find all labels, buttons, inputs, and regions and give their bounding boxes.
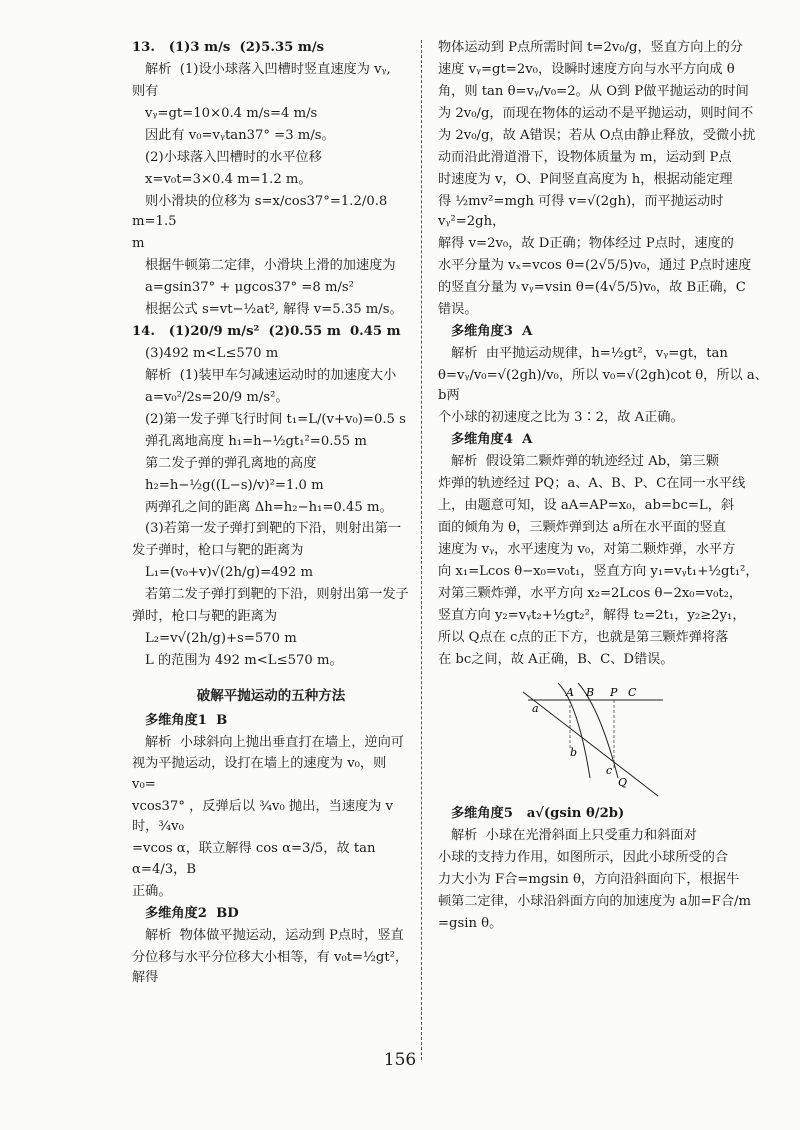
- text-line: (2)小球落入凹槽时的水平位移: [145, 149, 322, 165]
- text-line: 顿第二定律，小球沿斜面方向的加速度为 a加=F合/m: [438, 893, 751, 909]
- text-line: 若第二发子弹打到靶的下沿，则射出第一发子: [145, 587, 409, 603]
- text-line: 上，由题意可知，设 aA=AP=x₀，ab=bc=L，斜: [438, 498, 735, 514]
- text-line: θ=vᵧ/v₀=√(2gh)/v₀，所以 v₀=√(2gh)cot θ，所以 a、b两: [438, 367, 768, 404]
- text-line: 则有: [132, 83, 159, 99]
- right-column-bottom: [438, 804, 772, 934]
- text-line: L 的范围为 492 m<L≤570 m。: [145, 653, 343, 669]
- text-line: 向 x₁=Lcos θ−x₀=v₀t₁，竖直方向 y₁=vᵧt₁+½gt₁²，: [438, 563, 759, 579]
- left-column: [132, 38, 410, 990]
- text-line: 14. (1)20/9 m/s² (2)0.55 m 0.45 m: [132, 323, 401, 339]
- text-line: 为 2v₀/g，而现在物体的运动不是平抛运动，则时间不: [438, 105, 754, 121]
- text-line: a=v₀²/2s=20/9 m/s²。: [145, 389, 289, 405]
- text-line: 速度 vᵧ=gt=2v₀，设瞬时速度方向与水平方向成 θ: [438, 61, 735, 77]
- text-line: vcos37° ，反弹后以 ¾v₀ 抛出，当速度为 v 时，¾v₀: [132, 798, 398, 835]
- text-line: 解析 假设第二颗炸弹的轨迹经过 Ab，第三颗: [451, 454, 719, 470]
- label-A: A: [566, 686, 574, 700]
- text-line: 错误。: [438, 301, 478, 317]
- text-line: 时速度为 v，O、P间竖直高度为 h，根据动能定理: [438, 171, 733, 187]
- incline-line: [523, 692, 658, 796]
- text-line: 为 2v₀/g，故 A错误；若从 O点由静止释放，受微小扰: [438, 127, 756, 143]
- text-line: 角，则 tan θ=vᵧ/v₀=2。从 O到 P做平抛运动的时间: [438, 83, 749, 99]
- text-line: 解得 v=2v₀，故 D正确；物体经过 P点时，速度的: [438, 236, 734, 252]
- text-line: 根据公式 s=vt−½at², 解得 v=5.35 m/s。: [145, 301, 403, 317]
- text-line: 力大小为 F合=mgsin θ，方向沿斜面向下，根据牛: [438, 872, 740, 887]
- text-line: 炸弹的轨迹经过 PQ；a、A、B、P、C在同一水平线: [438, 476, 746, 492]
- text-line: 物体运动到 P点所需时间 t=2v₀/g，竖直方向上的分: [438, 40, 743, 55]
- text-line: 则小滑块的位移为 s=x/cos37°=1.2/0.8 m=1.5: [132, 193, 392, 230]
- text-line: 解析 小球在光滑斜面上只受重力和斜面对: [451, 828, 697, 844]
- text-line: 多维角度5 a√(gsin θ/2b): [451, 806, 625, 822]
- text-line: 水平分量为 vₓ=vcos θ=(2√5/5)v₀，通过 P点时速度: [438, 258, 752, 274]
- label-P: P: [610, 686, 618, 700]
- text-line: (3)492 m<L≤570 m: [145, 345, 279, 361]
- text-line: 破解平抛运动的五种方法: [196, 687, 346, 704]
- label-Q: Q: [618, 776, 628, 790]
- text-line: =vcos α，联立解得 cos α=3/5，故 tan α=4/3，B: [132, 841, 380, 877]
- text-line: 解析 (1)装甲车匀减速运动时的加速度大小: [145, 367, 397, 383]
- text-line: 所以 Q点在 c点的正下方，也就是第三颗炸弹将落: [438, 629, 729, 645]
- text-line: 多维角度1 B: [145, 712, 228, 728]
- text-line: 解析 小球斜向上抛出垂直打在墙上，逆向可: [145, 734, 404, 750]
- text-line: 面的倾角为 θ，三颗炸弹到达 a所在水平面的竖直: [438, 519, 726, 535]
- text-line: 多维角度3 A: [451, 323, 533, 339]
- label-c: c: [606, 764, 613, 778]
- text-line: 多维角度4 A: [451, 432, 533, 448]
- label-a: a: [532, 702, 539, 716]
- text-line: 第二发子弹的弹孔离地的高度: [145, 455, 317, 471]
- text-line: 视为平抛运动，设打在墙上的速度为 v₀，则 v₀=: [132, 756, 391, 792]
- text-line: m: [132, 236, 145, 252]
- text-line: 个小球的初速度之比为 3∶2，故 A正确。: [438, 410, 684, 426]
- text-line: 弹时，枪口与靶的距离为: [132, 609, 278, 625]
- text-line: 在 bc之间，故 A正确，B、C、D错误。: [438, 651, 674, 667]
- text-line: 正确。: [132, 883, 172, 899]
- text-line: 发子弹时，枪口与靶的距离为: [132, 543, 304, 559]
- text-line: 的竖直分量为 vᵧ=vsin θ=(4√5/5)v₀，故 B正确，C: [438, 279, 746, 295]
- text-line: 动而沿此滑道滑下，设物体质量为 m，运动到 P点: [438, 149, 732, 165]
- label-C: C: [628, 686, 637, 700]
- text-line: 多维角度2 BD: [145, 905, 239, 921]
- text-line: 13. (1)3 m/s (2)5.35 m/s: [132, 40, 325, 55]
- text-line: (2)第一发子弹飞行时间 t₁=L/(v+v₀)=0.5 s: [145, 411, 406, 427]
- text-line: L₁=(v₀+v)√(2h/g)=492 m: [145, 565, 313, 581]
- text-line: a=gsin37° + μgcos37° =8 m/s²: [145, 279, 354, 295]
- text-line: h₂=h−½g((L−s)/v)²=1.0 m: [145, 477, 324, 493]
- text-line: 得 ½mv²=mgh 可得 v=√(2gh)，而平抛运动时 vᵧ²=2gh，: [438, 193, 728, 230]
- right-column-top: [438, 38, 772, 670]
- label-b: b: [570, 746, 578, 760]
- text-line: 解析 物体做平抛运动，运动到 P点时，竖直: [145, 927, 404, 943]
- page-number: 156: [383, 1050, 417, 1070]
- text-line: 根据牛顿第二定律，小滑块上滑的加速度为: [145, 258, 396, 274]
- right-column: [438, 38, 772, 936]
- bomb-trajectory-diagram: [518, 678, 668, 798]
- text-line: =gsin θ。: [438, 915, 503, 931]
- text-line: 小球的支持力作用，如图所示，因此小球所受的合: [438, 850, 729, 866]
- text-line: 因此有 v₀=vᵧtan37° =3 m/s。: [145, 127, 335, 143]
- text-line: vᵧ=gt=10×0.4 m/s=4 m/s: [145, 105, 318, 121]
- text-line: 分位移与水平分位移大小相等，有 v₀t=½gt²，解得: [132, 949, 409, 985]
- text-line: 两弹孔之间的距离 Δh=h₂−h₁=0.45 m。: [145, 499, 393, 515]
- text-line: (3)若第一发子弹打到靶的下沿，则射出第一: [145, 521, 402, 537]
- text-line: 弹孔离地高度 h₁=h−½gt₁²=0.55 m: [145, 433, 367, 449]
- text-line: L₂=v√(2h/g)+s=570 m: [145, 631, 297, 647]
- text-line: 速度为 vᵧ，水平速度为 v₀，对第二颗炸弹，水平方: [438, 541, 736, 557]
- text-line: 对第三颗炸弹，水平方向 x₂=2Lcos θ−2x₀=v₀t₂，: [438, 585, 743, 601]
- text-line: 解析 (1)设小球落入凹槽时竖直速度为 vᵧ,: [145, 61, 391, 77]
- label-B: B: [586, 686, 595, 700]
- text-line: x=v₀t=3×0.4 m=1.2 m。: [145, 171, 312, 187]
- text-line: 解析 由平抛运动规律，h=½gt²，vᵧ=gt，tan: [451, 345, 728, 361]
- text-line: 竖直方向 y₂=vᵧt₂+½gt₂²，解得 t₂=2t₁，y₂≥2y₁，: [438, 607, 746, 623]
- column-divider: [421, 40, 422, 1060]
